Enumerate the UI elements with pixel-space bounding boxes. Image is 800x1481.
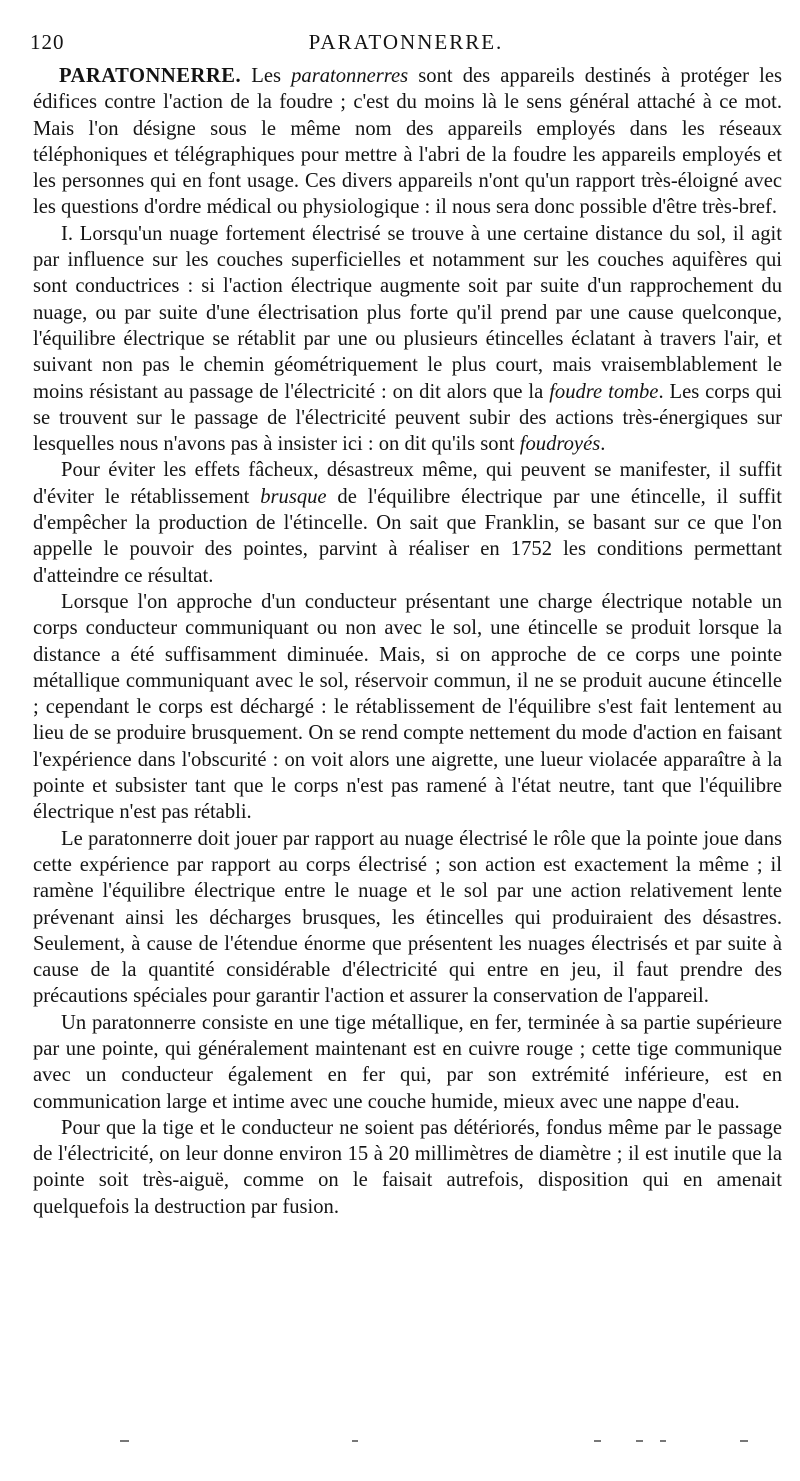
print-mark	[740, 1440, 748, 1442]
paragraph-section-one-italic-2: foudroyés	[519, 433, 601, 456]
print-mark	[352, 1440, 358, 1442]
paragraph-intro-text-c: sont des appareils destinés à protéger les édifices contre l'action de la foudre ; c'est du moins là le sens général attaché à ce mot. Mais l'on désigne sous le même nom des appareils employés dans les réseaux téléphoniques et télégraphiques pour mettre à l'abri de la foudre les appareils employés et les personnes qui en font usage. Ces divers appareils n'ont qu'un rapport très-éloigné avec les questions d'ordre médical ou physiologique : il nous sera donc possible d'être très-bref.	[33, 65, 783, 219]
paragraph-section-one-text-c: . Les corps qui se trouvent sur le passage de l'électricité peuvent subir des actions très-énergiques sur lesquelles nous n'avons pas à insister ici : on dit qu'ils sont	[33, 380, 782, 456]
paragraph-section-one-text-e: .	[600, 433, 606, 456]
headword: PARATONNERRE.	[59, 65, 242, 87]
paragraph-construction: Un paratonnerre consiste en une tige métallique, en fer, terminée à sa partie supérieure par une pointe, qui généralement maintenant est en cuivre rouge ; cette tige communique avec un conducteur également en fer qui, par son extrémité inférieure, est en communication large et intime avec une couche humide, mieux avec une nappe d'eau.	[33, 1011, 782, 1113]
paragraph-intro	[33, 63, 782, 221]
paragraph-experiment: Lorsque l'on approche d'un conducteur présentant une charge électrique notable un corps conducteur communiquant ou non avec le sol, une étincelle se produit lorsque la distance a été suffisamment diminuée. Mais, si on approche de ce corps une pointe métallique communiquant avec le sol, réservoir commun, il ne se produit aucune étincelle ; cependant le corps est déchargé : le rétablissement de l'équilibre s'est fait lentement au lieu de se produire brusquement. On se rend compte nettement du mode d'action en faisant l'expérience dans l'obscurité : on voit alors une aigrette, une lueur violacée apparaître à la pointe et subsister tant que le corps n'est pas ramené à l'état neutre, tant que l'équilibre électrique n'est pas rétabli.	[33, 590, 782, 824]
running-title: PARATONNERRE.	[308, 30, 504, 54]
paragraph-intro-text-a: Les	[241, 65, 292, 87]
print-mark	[636, 1440, 643, 1442]
paragraph-dimensions: Pour que la tige et le conducteur ne soient pas détériorés, fondus même par le passage de l'électricité, on leur donne environ 15 à 20 millimètres de diamètre ; il est inutile que la pointe soit très-aiguë, comme on le faisait autrefois, disposition qui en amenait quelquefois la destruction par fusion.	[33, 1116, 782, 1218]
print-mark	[660, 1440, 666, 1442]
page-number: 120	[30, 30, 65, 54]
paragraph-franklin-text-a: Pour éviter les effets fâcheux, désastreux même, qui peuvent se manifester, il suffit d'éviter le rétablissement	[33, 459, 782, 508]
running-head	[30, 30, 782, 60]
article-body	[33, 63, 782, 1220]
paragraph-franklin-italic: brusque	[260, 485, 327, 508]
print-mark	[594, 1440, 601, 1442]
paragraph-section-one-text-a: I. Lorsqu'un nuage fortement électrisé se trouve à une certaine distance du sol, il agit par influence sur les couches superficielles et notamment sur les couches aquifères qui sont conductrices : si l'action électrique augmente soit par suite d'un rapprochement du nuage, ou par suite d'une électrisation plus forte qu'il prend par une cause quelconque, l'équilibre électrique se rétablit par une ou plusieurs étincelles éclatant à travers l'air, et suivant non pas le chemin géométriquement le plus court, mais vraisemblablement le moins résistant au passage de l'électricité : on dit alors que la	[33, 222, 782, 403]
paragraph-intro-italic: paratonnerres	[291, 65, 409, 87]
paragraph-franklin	[33, 457, 782, 588]
print-mark	[120, 1440, 129, 1442]
page-bottom-marks	[0, 1440, 800, 1452]
paragraph-role: Le paratonnerre doit jouer par rapport au nuage électrisé le rôle que la pointe joue dans cette expérience par rapport au corps électrisé ; son action est exactement la même ; il ramène l'équilibre électrique entre le nuage et le sol par une action relativement lente prévenant ainsi les décharges brusques, les étincelles qui produiraient des désastres. Seulement, à cause de l'étendue énorme que présentent les nuages électrisés et par suite à cause de la quantité considérable d'électricité qui entre en jeu, il faut prendre des précautions spéciales pour garantir l'action et assurer la conservation de l'appareil.	[33, 827, 782, 1008]
paragraph-section-one	[33, 221, 782, 458]
paragraph-section-one-italic-1: foudre tombe	[549, 380, 659, 403]
paragraph-franklin-text-c: de l'équilibre électrique par une étincelle, il suffit d'empêcher la production de l'étincelle. On sait que Franklin, se basant sur ce que l'on appelle le pouvoir des pointes, parvint à réaliser en 1752 les conditions permettant d'atteindre ce résultat.	[33, 485, 782, 587]
